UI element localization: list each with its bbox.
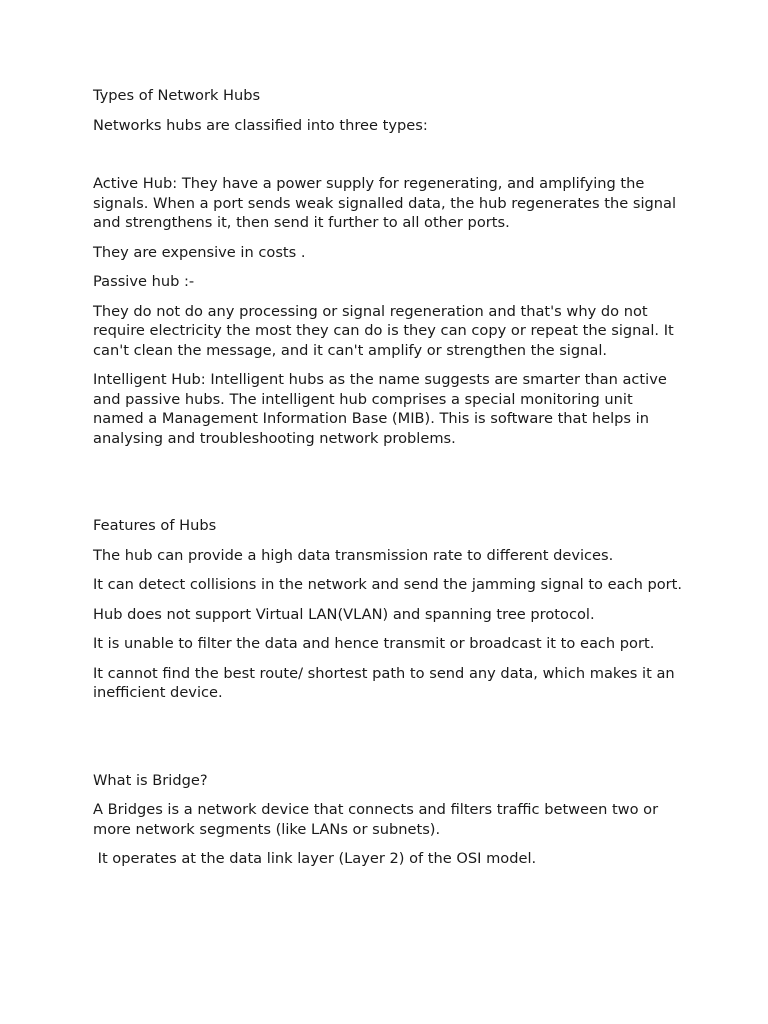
feature-item: It is unable to filter the data and hence transmit or broadcast it to each port. [93,635,655,652]
active-hub-cost: They are expensive in costs . [93,243,306,261]
bridge-definition: A Bridges is a network device that connects and filters traffic between two or more network segments (like LANs or subnets). [93,801,659,838]
document-page [93,86,683,879]
bridge-layer: It operates at the data link layer (Layer 2) of the OSI model. [93,850,537,867]
passive-hub-heading: Passive hub :- [93,273,195,290]
intelligent-hub-paragraph: Intelligent Hub: Intelligent hubs as the name suggests are smarter than active and passive hubs. The intelligent hub comprises a special monitoring unit named a Management Information Base (MIB). This is software that helps in analysing and troubleshooting network problems. [93,371,667,447]
feature-item: It can detect collisions in the network and send the jamming signal to each port. [93,576,683,593]
hub-types-heading: Types of Network Hubs [93,87,261,104]
feature-item: It cannot find the best route/ shortest path to send any data, which makes it an inefficient device. [93,664,675,701]
passive-hub-paragraph: They do not do any processing or signal regeneration and that's why do not require electricity the most they can do is they can copy or repeat the signal. It can't clean the message, and it can't amplify or strengthen the signal. [93,302,674,359]
feature-item: Hub does not support Virtual LAN(VLAN) and spanning tree protocol. [93,605,595,623]
bridge-heading: What is Bridge? [93,771,208,789]
features-heading: Features of Hubs [93,517,217,534]
hub-types-intro: Networks hubs are classified into three types: [93,116,428,134]
active-hub-paragraph: Active Hub: They have a power supply for regenerating, and amplifying the signals. When a port sends weak signalled data, the hub regenerates the signal and strengthens it, then send it further to all other ports. [93,175,677,231]
feature-item: The hub can provide a high data transmission rate to different devices. [93,546,614,564]
